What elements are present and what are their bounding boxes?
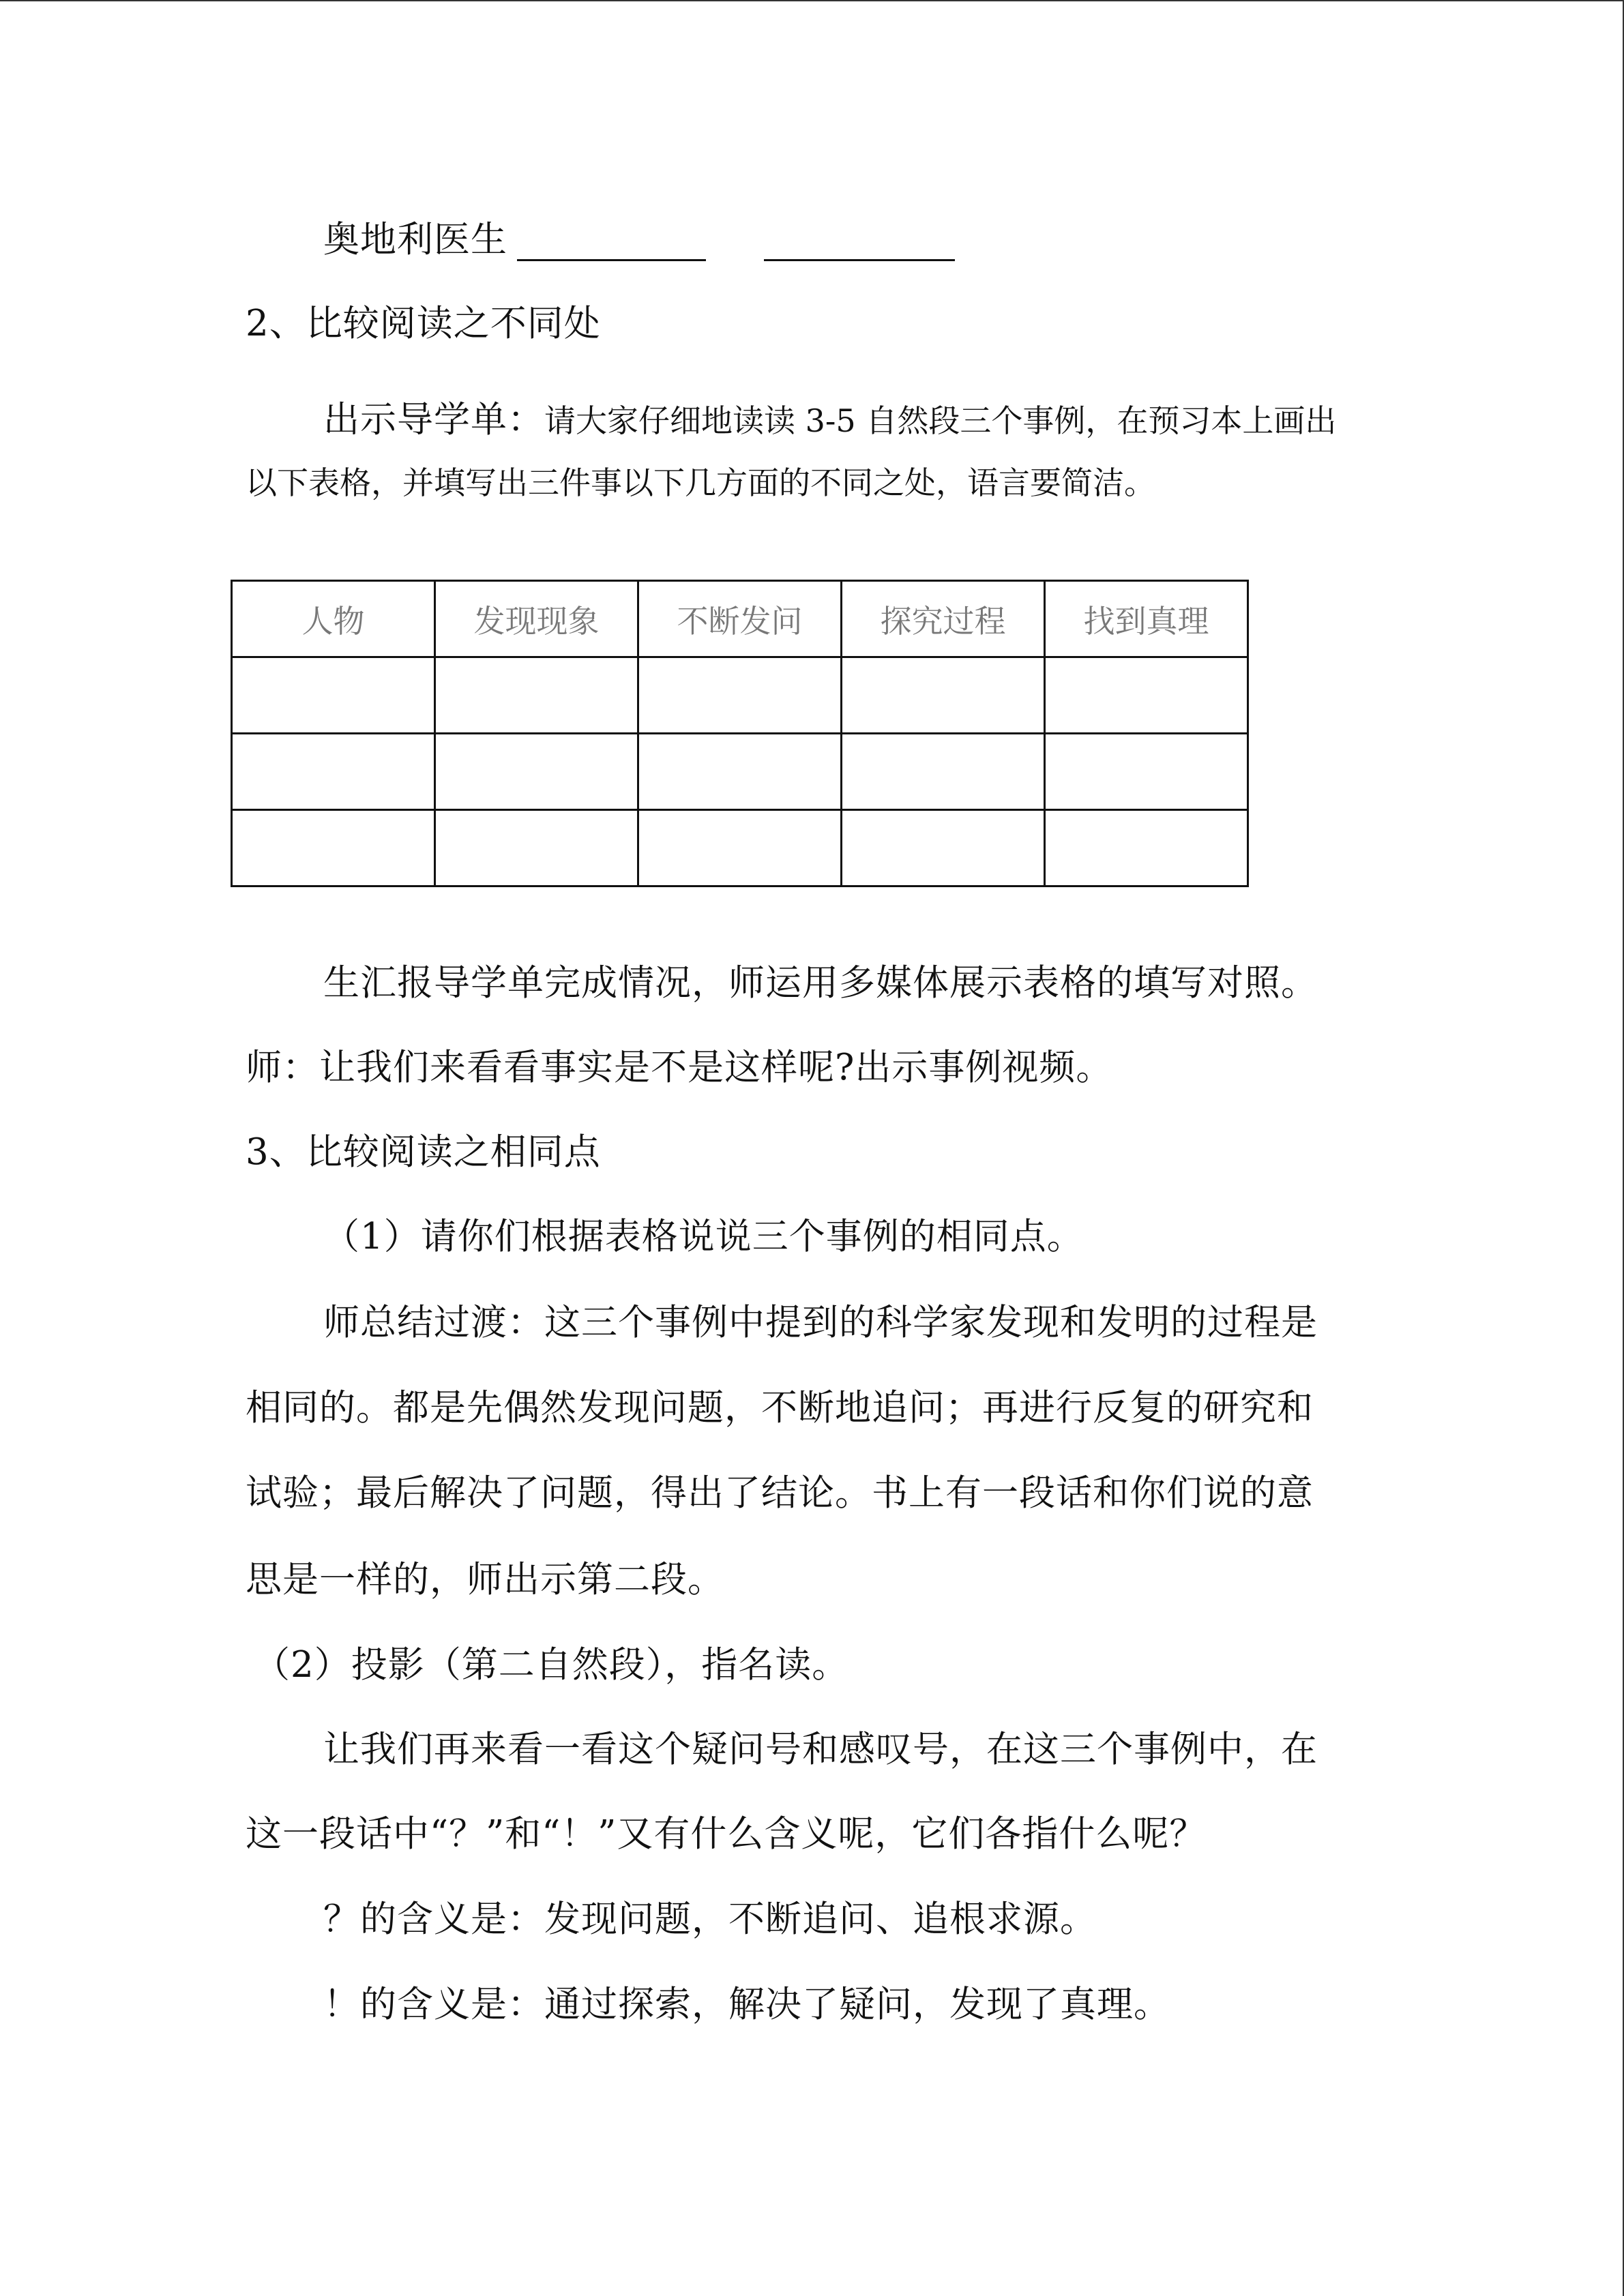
guide-lead-label: 出示导学单： [323,399,544,441]
doctor-label: 奥地利医生 [323,219,507,260]
teacher-line: 师：让我们来看看事实是不是这样呢?出示事例视频。 [246,1047,1113,1088]
summary-line-2: 相同的。都是先偶然发现问题，不断地追问；再进行反复的研究和 [246,1387,1314,1429]
summary-line-4: 思是一样的，师出示第二段。 [246,1559,724,1600]
blank-2 [764,259,955,261]
header-cell-phenomenon: 发现现象 [435,581,638,657]
table-cell [1045,657,1248,734]
table-cell [638,734,842,810]
table-cell [435,810,638,886]
marks-line-1: 让我们再来看一看这个疑问号和感叹号，在这三个事例中，在 [323,1729,1318,1770]
header-cell-process: 探究过程 [842,581,1045,657]
header-cell-person: 人物 [232,581,435,657]
question-mark-meaning: ？的含义是：发现问题，不断追问、追根求源。 [323,1898,1097,1940]
table-cell [842,657,1045,734]
table-cell [842,734,1045,810]
blank-1 [517,259,706,261]
table-row [232,657,1248,734]
guide-text-1: 请大家仔细地读读 3-5 自然段三个事例，在预习本上画出 [544,402,1337,439]
guide-text-2: 以下表格，并填写出三件事以下几方面的不同之处，语言要简洁。 [246,464,1155,501]
marks-line-2: 这一段话中“？”和“！”又有什么含义呢，它们各指什么呢？ [246,1813,1207,1855]
table-cell [1045,734,1248,810]
guide-lead [323,398,1336,443]
table-cell [232,734,435,810]
table-cell [842,810,1045,886]
table-cell [435,734,638,810]
table-cell [638,657,842,734]
table-cell [638,810,842,886]
summary-line-1: 师总结过渡：这三个事例中提到的科学家发现和发明的过程是 [323,1302,1318,1343]
section3-heading: 3、比较阅读之相同点 [246,1131,601,1173]
table-cell [232,657,435,734]
header-cell-truth: 找到真理 [1045,581,1248,657]
table-cell [1045,810,1248,886]
header-cell-questions: 不断发问 [638,581,842,657]
comparison-table [231,580,1249,887]
question-1: （1）请你们根据表格说说三个事例的相同点。 [323,1216,1084,1257]
question-2: （2）投影（第二自然段），指名读。 [254,1644,849,1686]
exclamation-mark-meaning: ！的含义是：通过探索，解决了疑问，发现了真理。 [323,1984,1170,2025]
table-header-row [232,581,1248,657]
table-row [232,734,1248,810]
section2-heading: 2、比较阅读之不同处 [246,303,601,344]
table-cell [435,657,638,734]
report-line: 生汇报导学单完成情况，师运用多媒体展示表格的填写对照。 [323,962,1318,1004]
summary-line-3: 试验；最后解决了问题，得出了结论。书上有一段话和你们说的意 [246,1472,1314,1514]
table-row [232,810,1248,886]
table-cell [232,810,435,886]
